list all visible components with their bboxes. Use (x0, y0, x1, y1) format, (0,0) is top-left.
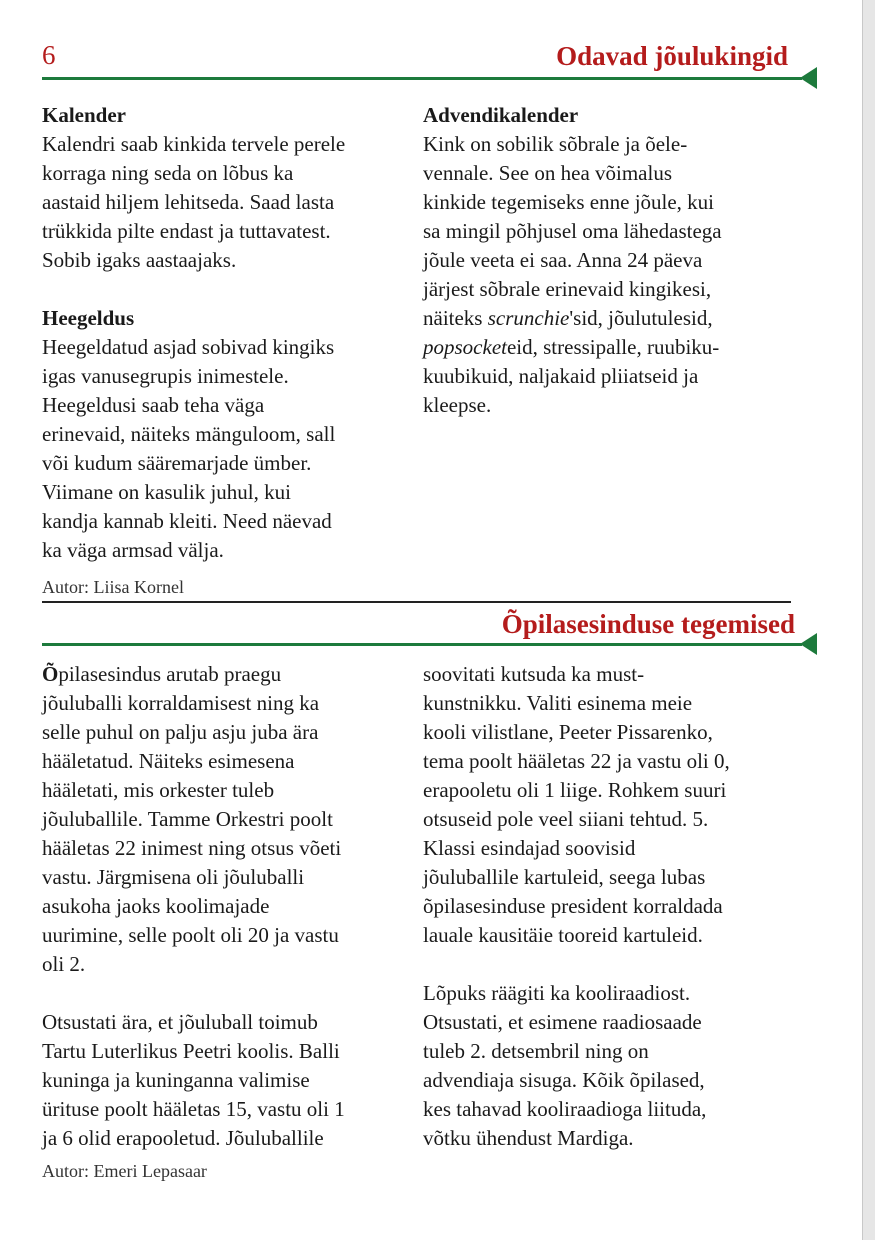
text-line: kinkide tegemiseks enne jõule, kui (423, 190, 715, 214)
text-line: trükkida pilte endast ja tuttavatest. (42, 219, 331, 243)
author-line: Autor: Liisa Kornel (42, 577, 184, 597)
text-line: kes tahavad kooliraadioga liituda, (423, 1097, 707, 1121)
text-line: jõuluballi korraldamisest ning ka (42, 691, 320, 715)
page-edge (862, 0, 875, 1240)
heading-kalender: Kalender (42, 103, 126, 127)
text-line: selle puhul on palju asju juba ära (42, 720, 319, 744)
text-line: jõuluballile. Tamme Orkestri poolt (42, 807, 333, 831)
text-run: näiteks (423, 306, 488, 330)
text-line: kandja kannab kleiti. Need näevad (42, 509, 332, 533)
text-line: õpilasesinduse president korraldada (423, 894, 723, 918)
heading-heegeldus: Heegeldus (42, 306, 135, 330)
gifts-right-column (423, 101, 803, 420)
text-line (423, 304, 803, 333)
text-line: või kudum sääremarjade ümber. (42, 451, 312, 475)
italic-term: popsocket (423, 335, 507, 359)
drop-letter: Õ (42, 662, 59, 686)
text-line: Sobib igaks aastaajaks. (42, 248, 237, 272)
text-line: kooli vilistlane, Peeter Pissarenko, (423, 720, 713, 744)
text-line: erinevaid, näiteks mänguloom, sall (42, 422, 336, 446)
text-line: kuninga ja kuninganna valimise (42, 1068, 310, 1092)
text-line: lauale kausitäie tooreid kartuleid. (423, 923, 703, 947)
text-line: Viimane on kasulik juhul, kui (42, 480, 291, 504)
text-line: Heegeldatud asjad sobivad kingiks (42, 335, 335, 359)
text-line: hääletati, mis orkester tuleb (42, 778, 275, 802)
italic-term: scrunchie (487, 306, 570, 330)
text-line: vastu. Järgmisena oli jõuluballi (42, 865, 305, 889)
text-line: jõule veeta ei saa. Anna 24 päeva (423, 248, 703, 272)
heading-advendikalender: Advendikalender (423, 103, 579, 127)
section-divider (42, 601, 791, 603)
text-line: otsuseid pole veel siiani tehtud. 5. (423, 807, 709, 831)
gifts-left-column (42, 101, 412, 565)
text-line: tuleb 2. detsembril ning on (423, 1039, 649, 1063)
text-line: Tartu Luterlikus Peetri koolis. Balli (42, 1039, 340, 1063)
text-line: Klassi esindajad soovisid (423, 836, 636, 860)
section-title-gifts: Odavad jõulukingid (556, 41, 788, 71)
arrow-marker-gifts (800, 67, 817, 89)
text-line: Kalendri saab kinkida tervele perele (42, 132, 346, 156)
text-line: järjest sõbrale erinevaid kingikesi, (423, 277, 712, 301)
text-line: hääletas 22 inimest ning otsus võeti (42, 836, 342, 860)
text-line: võtku ühendust Mardiga. (423, 1126, 634, 1150)
text-line: kuubikuid, naljakaid pliiatseid ja (423, 364, 699, 388)
text-run: 'sid, jõulutulesid, (569, 306, 713, 330)
text-line: ürituse poolt hääletas 15, vastu oli 1 (42, 1097, 345, 1121)
text-run: pilasesindus arutab praegu (58, 662, 282, 686)
text-line: erapooletu oli 1 liige. Rohkem suuri (423, 778, 727, 802)
text-line: jõuluballile kartuleid, seega lubas (423, 865, 706, 889)
text-line: asukoha jaoks koolimajade (42, 894, 270, 918)
text-line: vennale. See on hea võimalus (423, 161, 673, 185)
title-rule-council (42, 643, 802, 646)
council-left-column (42, 660, 412, 1153)
title-rule-gifts (42, 77, 802, 80)
text-line: uurimine, selle poolt oli 20 ja vastu (42, 923, 339, 947)
text-line: korraga ning seda on lõbus ka (42, 161, 294, 185)
arrow-marker-council (800, 633, 817, 655)
text-line: igas vanusegrupis inimestele. (42, 364, 289, 388)
text-line: soovitati kutsuda ka must- (423, 662, 645, 686)
text-line: Lõpuks räägiti ka kooliraadiost. (423, 981, 691, 1005)
text-line (423, 333, 803, 362)
text-line: ka väga armsad välja. (42, 538, 224, 562)
text-line (42, 660, 412, 689)
text-line: ja 6 olid erapooletud. Jõuluballile (42, 1126, 324, 1150)
text-line: Heegeldusi saab teha väga (42, 393, 265, 417)
text-line: kunstnikku. Valiti esinema meie (423, 691, 693, 715)
text-line: Kink on sobilik sõbrale ja õele- (423, 132, 688, 156)
text-run: eid, stressipalle, ruubiku- (506, 335, 720, 359)
text-line: Otsustati, et esimene raadiosaade (423, 1010, 702, 1034)
author-line: Autor: Emeri Lepasaar (42, 1161, 207, 1181)
text-line: sa mingil põhjusel oma lähedastega (423, 219, 722, 243)
page-number: 6 (42, 40, 56, 70)
council-right-column (423, 660, 808, 1153)
text-line: advendiaja sisuga. Kõik õpilased, (423, 1068, 705, 1092)
text-line: kleepse. (423, 393, 492, 417)
text-line: tema poolt hääletas 22 ja vastu oli 0, (423, 749, 730, 773)
section-title-council: Õpilasesinduse tegemised (501, 609, 795, 639)
text-line: hääletatud. Näiteks esimesena (42, 749, 295, 773)
text-line: aastaid hiljem lehitseda. Saad lasta (42, 190, 335, 214)
text-line: Otsustati ära, et jõuluball toimub (42, 1010, 318, 1034)
text-line: oli 2. (42, 952, 86, 976)
